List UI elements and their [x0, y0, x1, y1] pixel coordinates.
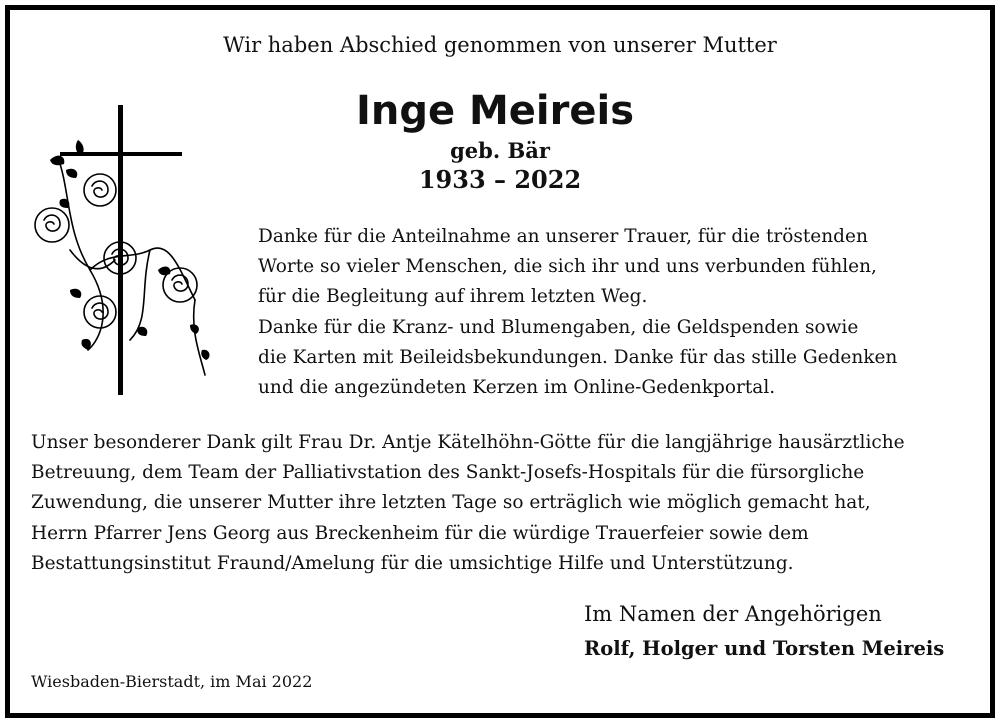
thanks-paragraph [258, 222, 897, 403]
life-dates: 1933 – 2022 [418, 165, 582, 194]
intro-line: Wir haben Abschied genommen von unserer Mutter [223, 33, 777, 57]
thanks-line: die Karten mit Beileidsbekundungen. Danke für das stille Gedenken [258, 346, 898, 368]
special-thanks-line: Unser besonderer Dank gilt Frau Dr. Antje Kätelhöhn-Götte für die langjährige hausärztliche [31, 432, 905, 453]
special-thanks-line: Zuwendung, die unserer Mutter ihre letzten Tage so erträglich wie möglich gemacht hat, [31, 492, 871, 514]
place-and-date: Wiesbaden-Bierstadt, im Mai 2022 [31, 672, 313, 691]
deceased-name: Inge Meireis [355, 88, 635, 134]
birth-name: geb. Bär [450, 138, 550, 163]
thanks-line: und die angezündeten Kerzen im Online-Gedenkportal. [258, 377, 776, 399]
signatories: Rolf, Holger und Torsten Meireis [584, 637, 945, 660]
special-thanks-line: Herrn Pfarrer Jens Georg aus Breckenheim für die würdige Trauerfeier sowie dem [31, 522, 809, 544]
thanks-line: für die Begleitung auf ihrem letzten Weg. [258, 286, 648, 308]
special-thanks-paragraph [31, 428, 905, 579]
cross-with-roses-icon [30, 100, 220, 400]
on-behalf-line: Im Namen der Angehörigen [584, 602, 882, 626]
special-thanks-line: Bestattungsinstitut Fraund/Amelung für die umsichtige Hilfe und Unterstützung. [31, 552, 794, 574]
thanks-line: Danke für die Anteilnahme an unserer Trauer, für die tröstenden [258, 226, 868, 247]
thanks-line: Worte so vieler Menschen, die sich ihr und uns verbunden fühlen, [258, 256, 877, 278]
special-thanks-line: Betreuung, dem Team der Palliativstation des Sankt-Josefs-Hospitals für die fürsorgliche [31, 462, 865, 484]
thanks-line: Danke für die Kranz- und Blumengaben, die Geldspenden sowie [258, 316, 859, 338]
